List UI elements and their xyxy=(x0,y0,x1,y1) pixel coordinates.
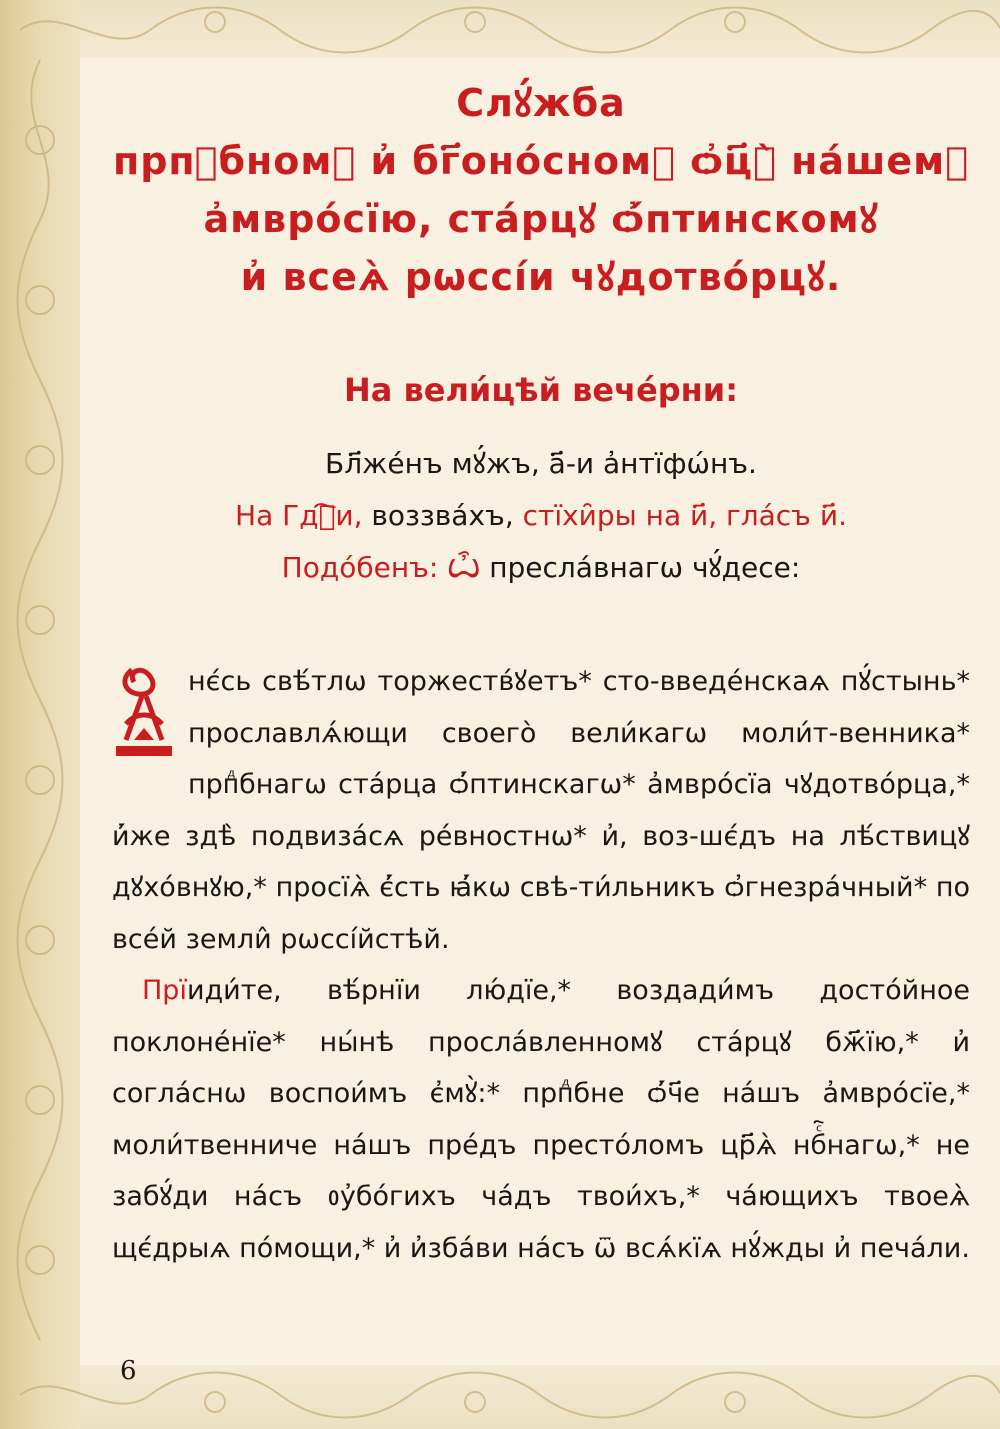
rubric-line-1: Бл҃же́нъ мꙋ́жъ, а҃-и а҆нтїфѡ́нъ. xyxy=(325,447,757,480)
paragraph-1-text: нє́сь свѣ́тлѡ торжеств́ꙋетъ* сто-введе́нскаѧ пꙋ́стынь* прославлѧ́ющи своего̀ вели́кагѡ моли́т-венника* прпⷣбнагѡ ста́рца ѻ҆́птинскагѡ* а҆мвро́сїа чꙋдотво́рца,* и҆́же здѣ̀ подвиза́сѧ ре́вностнѡ* и҆, воз-шє́дъ на лѣ́ствицꙋ дꙋхо́внꙋю,* просїѧ̀ є҆́сть ꙗ҆́кѡ свѣ-ти́льникъ ѻ҆гнезра́чный* по все́й земли̂ рѡссі́йстѣй. xyxy=(112,666,970,955)
paragraph-2 xyxy=(112,965,970,1274)
rubric-line-3 xyxy=(112,542,970,594)
page-number: 6 xyxy=(120,1356,137,1386)
title-line-4: и҆ всеѧ̀ рѡссі́и чꙋдотво́рцꙋ. xyxy=(240,255,842,299)
rubric-red-text: На Гдⷭ҇и, xyxy=(235,499,372,532)
rubric-line-2 xyxy=(112,490,970,542)
rubric-red-text: Подо́бенъ: Ѽ xyxy=(281,551,490,584)
paragraph-1 xyxy=(112,656,970,965)
title-line-2: прпⷣбномꙋ и҆ бг҃оно́сномꙋ ѻ҆ц҃ꙋ̀ на́шемꙋ xyxy=(112,139,970,183)
title-line-3: а҆мвро́сїю, ста́рцꙋ ѻ҆́птинскомꙋ xyxy=(203,197,879,241)
title-line-1: Слꙋ́жба xyxy=(456,81,626,125)
rubric-black-text: воззва́хъ, xyxy=(371,499,523,532)
paragraph-2-text: иди́те, вѣ́рнїи лю́дїе,* воздади́мъ досто́йное поклоне́нїе* ны́нѣ просла́вленномꙋ ста́рцꙋ бж҃їю,* и҆ согла́снѡ воспои́мъ є҆мꙋ̀:* прпⷣбне ѻ҆́ч҃е на́шъ а҆мвро́сїе,* моли́твенниче на́шъ пре́дъ престо́ломъ цр҃ѧ̀ нбⷭ҇нагѡ,* не забꙋ́ди на́съ ᲂу҆бо́гихъ ча́дъ твои́хъ,* ча́ющихъ твоеѧ̀ щє́дрыѧ по́мощи,* и҆ и҆зба́ви на́съ ѿ всѧ́кїѧ нꙋ́жды и҆ печа́ли. xyxy=(112,975,970,1264)
dropcap-initial-icon xyxy=(112,662,176,762)
rubric-red-text: стїхи̑ры на и҃, гла́съ и҃. xyxy=(522,499,847,532)
paragraph-2-initial: Прї xyxy=(142,975,187,1006)
rubric-black-text: преслáвнагѡ чꙋ́десе: xyxy=(489,551,801,584)
vespers-heading: На вели́цѣй вече́рни: xyxy=(343,371,738,409)
sticheron-text xyxy=(112,656,970,1274)
rubrics-block xyxy=(112,438,970,594)
service-text xyxy=(112,74,970,1274)
service-title xyxy=(112,74,970,306)
